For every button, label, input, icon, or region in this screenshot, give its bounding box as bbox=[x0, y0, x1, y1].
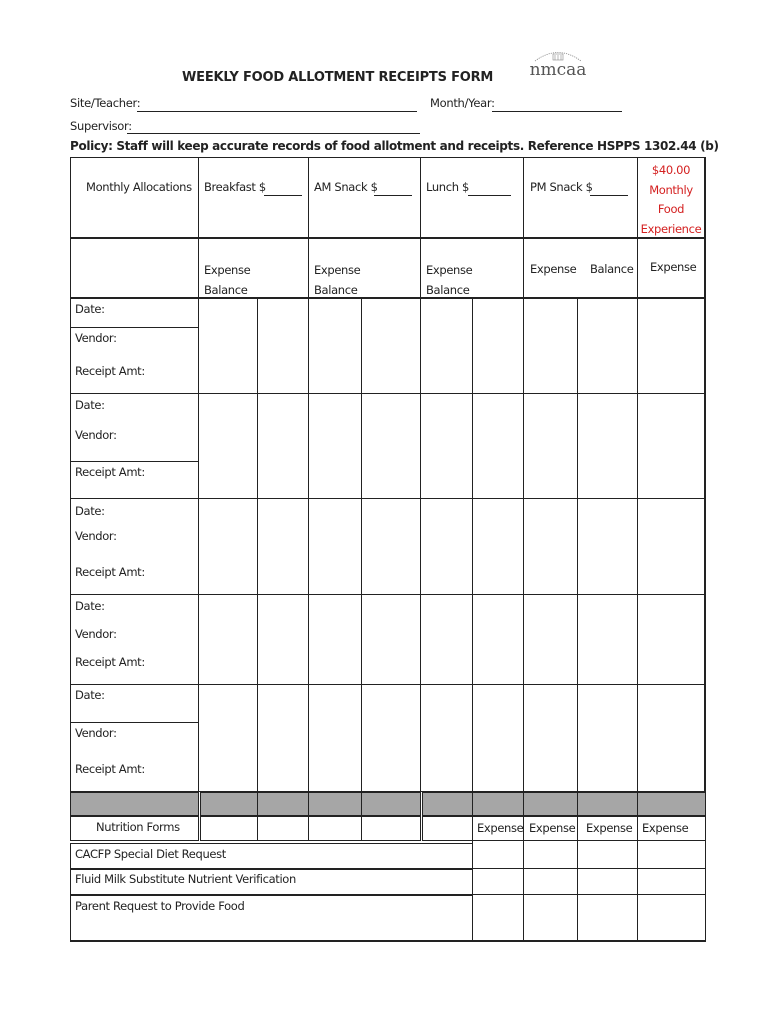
breakfast-subheader bbox=[204, 260, 250, 300]
receipt-amt-label: Receipt Amt: bbox=[75, 762, 145, 776]
receipt-amt-label: Receipt Amt: bbox=[75, 465, 145, 479]
date-label: Date: bbox=[75, 688, 105, 702]
vendor-label: Vendor: bbox=[75, 726, 117, 740]
site-teacher-label: Site/Teacher: bbox=[70, 96, 141, 110]
food-experience-expense-label: Expense bbox=[650, 260, 697, 274]
vendor-label: Vendor: bbox=[75, 331, 117, 345]
balance-label: Balance bbox=[204, 283, 248, 297]
food-experience-line: Food bbox=[657, 202, 685, 216]
am-snack-header: AM Snack $ bbox=[314, 180, 378, 194]
form-title: WEEKLY FOOD ALLOTMENT RECEIPTS FORM bbox=[182, 70, 494, 85]
expense-label: Expense bbox=[426, 263, 473, 277]
balance-label: Balance bbox=[426, 283, 470, 297]
pm-snack-expense-label: Expense bbox=[530, 262, 577, 276]
fluid-milk-substitute-item: Fluid Milk Substitute Nutrient Verification bbox=[75, 872, 296, 886]
date-label: Date: bbox=[75, 599, 105, 613]
parent-request-item: Parent Request to Provide Food bbox=[75, 899, 245, 913]
nutrition-expense-label: Expense bbox=[586, 821, 633, 835]
lunch-header: Lunch $ bbox=[426, 180, 469, 194]
food-experience-line: Experience bbox=[640, 221, 702, 236]
receipt-amt-label: Receipt Amt: bbox=[75, 655, 145, 669]
vendor-label: Vendor: bbox=[75, 627, 117, 641]
date-label: Date: bbox=[75, 504, 105, 518]
am-snack-subheader bbox=[314, 260, 360, 300]
cacfp-special-diet-item: CACFP Special Diet Request bbox=[75, 847, 226, 861]
nutrition-expense-label: Expense bbox=[642, 821, 689, 835]
nutrition-expense-label: Expense bbox=[529, 821, 576, 835]
supervisor-label: Supervisor: bbox=[70, 119, 132, 133]
monthly-allocations-header: Monthly Allocations bbox=[86, 180, 192, 194]
food-experience-line: Monthly bbox=[649, 182, 693, 197]
pm-snack-header: PM Snack $ bbox=[530, 180, 593, 194]
policy-text: Policy: Staff will keep accurate records of food allotment and receipts. Reference HSPPS 1302.44 (b) bbox=[70, 139, 719, 153]
balance-label: Balance bbox=[314, 283, 358, 297]
expense-label: Expense bbox=[204, 263, 251, 277]
food-experience-header bbox=[638, 161, 704, 239]
logo-text: nmcaa bbox=[529, 60, 587, 80]
receipt-amt-label: Receipt Amt: bbox=[75, 364, 145, 378]
food-experience-line: $40.00 bbox=[651, 163, 691, 177]
vendor-label: Vendor: bbox=[75, 428, 117, 442]
pm-snack-balance-label: Balance bbox=[590, 262, 634, 276]
month-year-label: Month/Year: bbox=[430, 96, 495, 110]
date-label: Date: bbox=[75, 302, 105, 316]
receipt-amt-label: Receipt Amt: bbox=[75, 565, 145, 579]
nutrition-expense-label: Expense bbox=[477, 821, 524, 835]
breakfast-header: Breakfast $ bbox=[204, 180, 266, 194]
nutrition-forms-label: Nutrition Forms bbox=[96, 820, 180, 834]
expense-label: Expense bbox=[314, 263, 361, 277]
lunch-subheader bbox=[426, 260, 472, 300]
date-label: Date: bbox=[75, 398, 105, 412]
vendor-label: Vendor: bbox=[75, 529, 117, 543]
